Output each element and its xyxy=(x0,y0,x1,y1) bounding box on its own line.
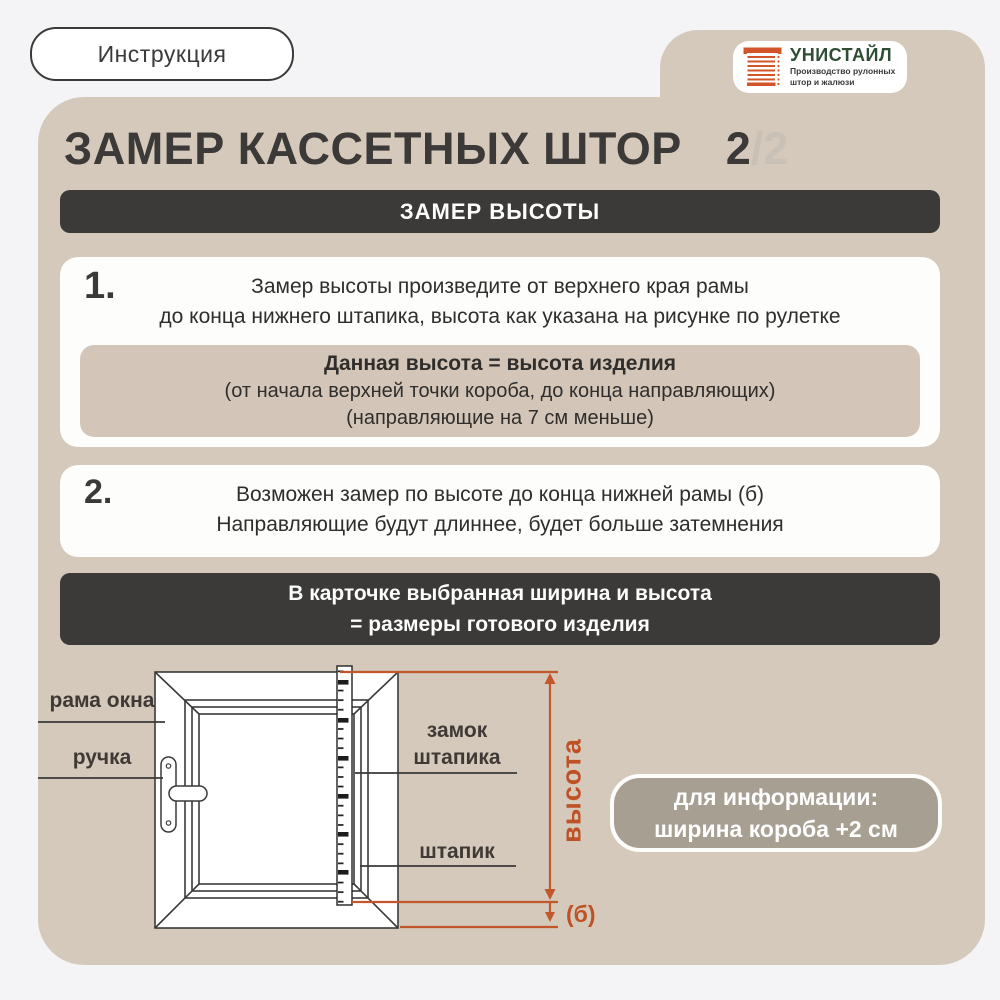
brand-logo-text xyxy=(790,46,895,87)
step-1-number: 1. xyxy=(84,265,116,307)
brand-tagline: Производство рулонных штор и жалюзи xyxy=(790,66,896,87)
label-bead: штапик xyxy=(419,840,495,863)
step-1-box xyxy=(60,257,940,447)
roller-blind-icon xyxy=(743,46,783,88)
label-height-dimension: высота xyxy=(556,738,587,843)
brand-name: УНИСТАЙЛ xyxy=(790,45,893,66)
instruction-badge xyxy=(30,27,294,81)
label-b-mark: (б) xyxy=(566,901,596,927)
page-title xyxy=(64,123,788,175)
step-2-text: Возможен замер по высоте до конца нижней рамы (б) Направляющие будут длиннее, будет больше затемнения xyxy=(216,483,784,537)
page-counter: 2/2 xyxy=(725,123,789,174)
result-banner: В карточке выбранная ширина и высота = размеры готового изделия xyxy=(60,573,940,645)
brand-logo xyxy=(733,41,907,93)
label-bead-lock: замок штапика xyxy=(413,719,501,770)
instruction-badge-label: Инструкция xyxy=(97,40,227,67)
info-box: для информации: ширина короба +2 см xyxy=(610,774,942,852)
step-2-box xyxy=(60,465,940,557)
label-handle: ручка xyxy=(72,746,132,769)
step-1-text: Замер высоты произведите от верхнего края рамы до конца нижнего штапика, высота как указана на рисунке по рулетке xyxy=(159,275,841,329)
section-header-bar xyxy=(60,190,940,233)
section-header-label: ЗАМЕР ВЫСОТЫ xyxy=(399,198,601,224)
step-1-note: Данная высота = высота изделия (от начала верхней точки короба, до конца направляющих) (направляющие на 7 см меньше) xyxy=(80,345,920,437)
page-title-text: ЗАМЕР КАССЕТНЫХ ШТОР xyxy=(64,123,682,174)
label-window-frame: рама окна xyxy=(49,689,155,712)
step-2-number: 2. xyxy=(84,473,113,511)
